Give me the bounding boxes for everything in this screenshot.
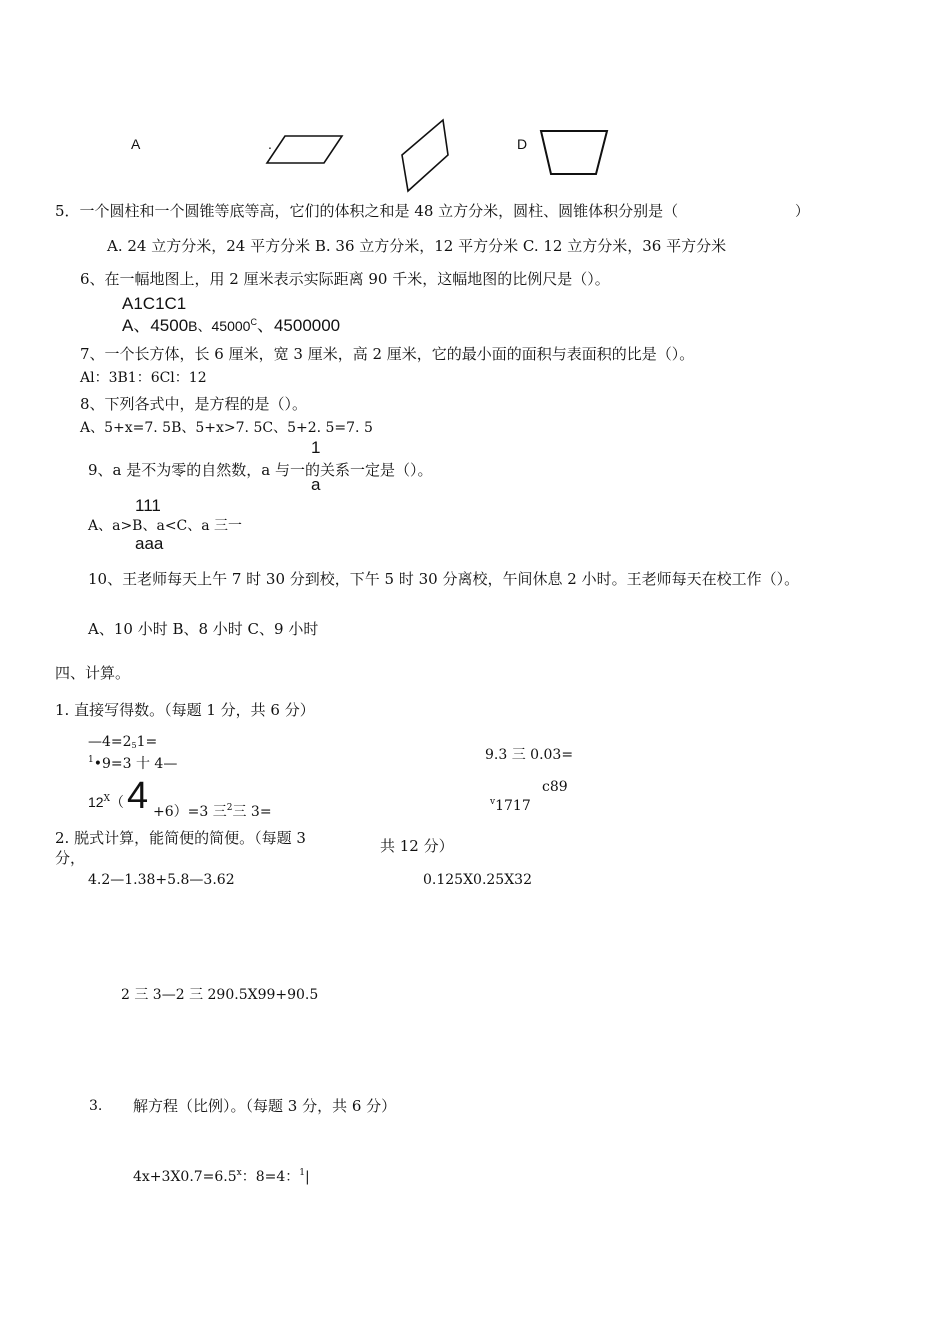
q9-stem: 9、a 是不为零的自然数，a 与一的关系一定是（）。 <box>88 461 433 479</box>
q9-option-denominators: aaa <box>135 534 164 553</box>
calc-line-3-rest: +6）=3 三$^2$三 3= <box>153 803 272 820</box>
q6-options: A、4500B、$45000^C$、4500000 <box>122 316 341 335</box>
geometry-figures <box>0 0 950 200</box>
part2-heading-total: 共 12 分） <box>380 837 454 855</box>
q9-frac-denominator: a <box>311 475 321 494</box>
rhombus-shape <box>402 120 448 191</box>
expression-1: 4.2—1.38+5.8—3.62 <box>88 872 235 888</box>
section-title: 四、计算。 <box>55 664 131 682</box>
shape-label-d: D <box>517 136 528 152</box>
calc-line-3-big-digit: 4 <box>127 775 149 817</box>
q10-options: A、10 小时 B、8 小时 C、9 小时 <box>88 620 319 638</box>
q10-stem: 10、王老师每天上午 7 时 30 分到校，下午 5 时 30 分离校，午间休息 2 小时。王老师每天在校工作（）。 <box>88 570 800 588</box>
calc-right-1: 9.3 三 0.03= <box>485 747 574 763</box>
q9-frac-numerator: 1 <box>311 438 321 457</box>
parallelogram-shape <box>267 136 342 163</box>
part3-number: 3. <box>89 1098 103 1114</box>
q6-stem: 6、在一幅地图上，用 2 厘米表示实际距离 90 千米，这幅地图的比例尺是（）。 <box>80 270 610 288</box>
q7-options: Al：3B1：6Cl：12 <box>80 370 207 386</box>
q5-stem: 5．一个圆柱和一个圆锥等底等高，它们的体积之和是 48 立方分米，圆柱、圆锥体积分别是（ <box>55 202 679 220</box>
expression-3: 2 三 3—2 三 290.5X99+90.5 <box>121 987 319 1003</box>
part2-heading-cont: 分， <box>55 849 86 867</box>
q8-options: A、5+x=7. 5B、5+x>7. 5C、5+2. 5=7. 5 <box>80 420 373 436</box>
part3-heading: 解方程（比例）。（每题 3 分，共 6 分） <box>133 1097 397 1115</box>
q9-option-numerators: 111 <box>135 496 161 515</box>
q5-close: ） <box>795 204 809 220</box>
part2-heading: 2. 脱式计算，能简便的简便。（每题 3 <box>55 829 306 847</box>
q5-options: A. 24 立方分米，24 平方分米 B. 36 立方分米，12 平方分米 C. 12 立方分米，36 平方分米 <box>107 237 727 255</box>
q6-numerators: A1C1C1 <box>122 294 187 313</box>
expression-2: 0.125X0.25X32 <box>423 872 532 888</box>
shape-label-a: A <box>131 136 141 152</box>
calc-right-3: $^v$1717 <box>490 797 531 814</box>
calc-line-1: —4=251= <box>88 734 158 750</box>
equations: $4x+3X0.7=6.5^x$：8=4：$^1$| <box>133 1168 310 1185</box>
shape-label-b: . <box>268 136 272 152</box>
part1-heading: 1. 直接写得数。（每题 1 分，共 6 分） <box>55 701 315 719</box>
q7-stem: 7、一个长方体，长 6 厘米，宽 3 厘米，高 2 厘米，它的最小面的面积与表面积的比是（）。 <box>80 345 695 363</box>
calc-line-3: $12^X$（ <box>88 794 124 811</box>
q8-stem: 8、下列各式中，是方程的是（）。 <box>80 395 308 413</box>
q9-options: A、a>B、a<C、a 三一 <box>88 518 243 534</box>
calc-line-2: $^1$•9=3 十 4— <box>88 755 178 772</box>
calc-right-2: c89 <box>542 779 568 795</box>
trapezoid-shape <box>541 131 607 174</box>
